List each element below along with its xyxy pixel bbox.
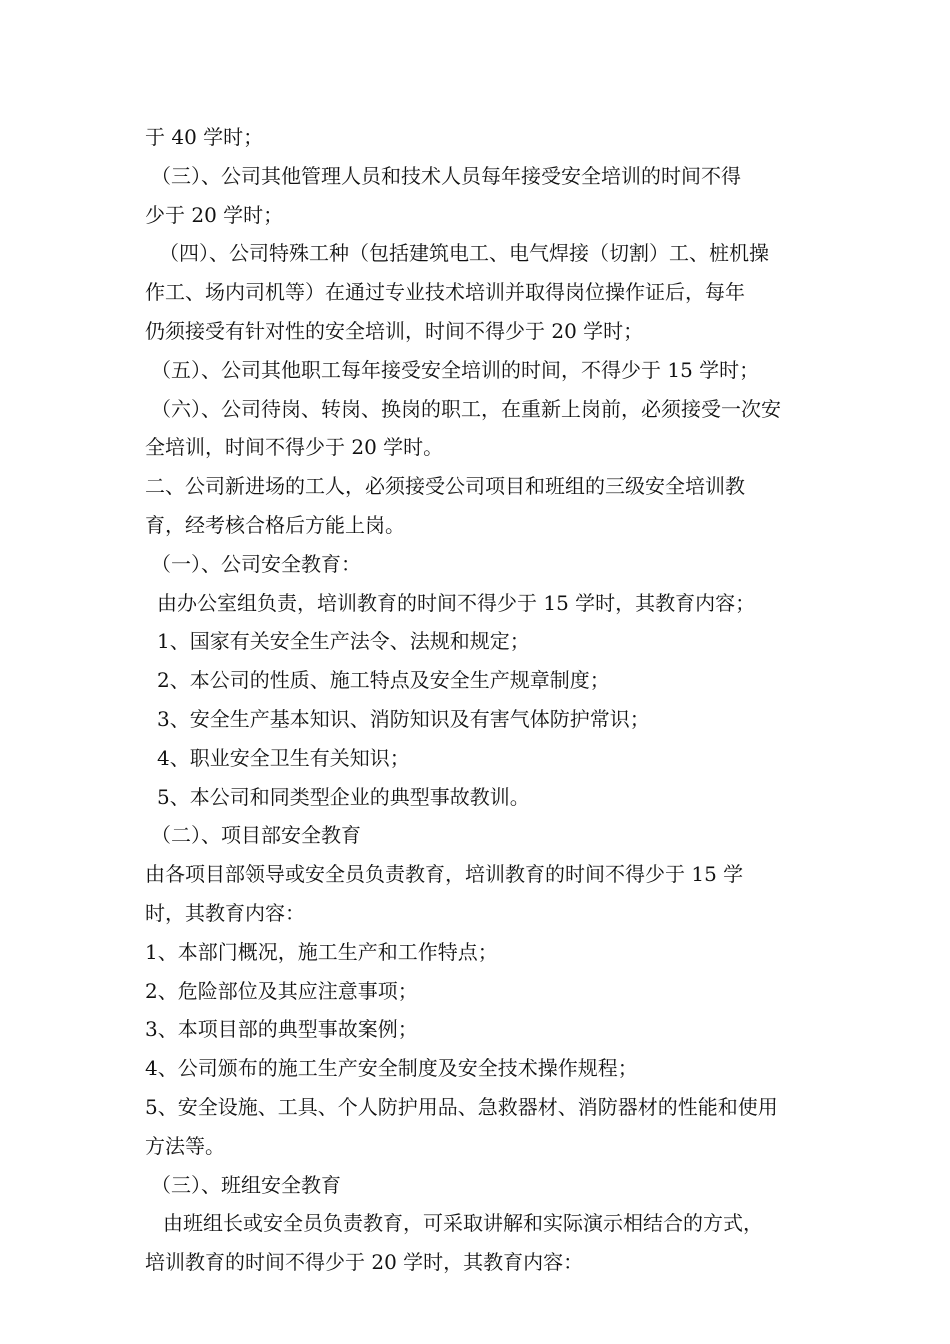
text-line: 1、本部门概况，施工生产和工作特点；: [145, 939, 498, 964]
text-line: （四）、公司特殊工种（包括建筑电工、电气焊接（切割）工、桩机操: [159, 241, 769, 266]
text-line: 培训教育的时间不得少于 20 学时，其教育内容：: [145, 1250, 584, 1275]
text-line: 5、安全设施、工具、个人防护用品、急救器材、消防器材的性能和使用: [145, 1094, 778, 1119]
text-line: 1、国家有关安全生产法令、法规和规定；: [157, 629, 530, 654]
text-line: （三）、公司其他管理人员和技术人员每年接受安全培训的时间不得: [151, 163, 741, 188]
text-line: 少于 20 学时；: [145, 202, 284, 227]
text-line: 5、本公司和同类型企业的典型事故教训。: [157, 784, 530, 809]
text-line: 作工、场内司机等）在通过专业技术培训并取得岗位操作证后，每年: [145, 280, 745, 305]
text-line: 于 40 学时；: [145, 125, 264, 149]
text-line: 由办公室组负责，培训教育的时间不得少于 15 学时，其教育内容；: [157, 590, 756, 615]
text-line: 育，经考核合格后方能上岗。: [145, 512, 405, 537]
text-line: 4、职业安全卫生有关知识；: [157, 745, 410, 770]
text-line: 由各项目部领导或安全员负责教育，培训教育的时间不得少于 15 学: [145, 862, 744, 887]
text-line: 仍须接受有针对性的安全培训，时间不得少于 20 学时；: [145, 318, 644, 343]
text-line: 二、公司新进场的工人，必须接受公司项目和班组的三级安全培训教: [145, 474, 745, 499]
text-line: （六）、公司待岗、转岗、换岗的职工，在重新上岗前，必须接受一次安: [151, 396, 781, 421]
document-body: [145, 118, 825, 1282]
text-line: 2、危险部位及其应注意事项；: [145, 978, 418, 1003]
text-line: 由班组长或安全员负责教育，可采取讲解和实际演示相结合的方式，: [163, 1211, 763, 1236]
text-line: 时，其教育内容：: [145, 900, 305, 925]
text-line: （一）、公司安全教育：: [151, 551, 361, 576]
text-line: 4、公司颁布的施工生产安全制度及安全技术操作规程；: [145, 1056, 638, 1081]
text-line: 方法等。: [145, 1133, 225, 1158]
text-line: （五）、公司其他职工每年接受安全培训的时间，不得少于 15 学时；: [151, 357, 760, 382]
text-line: 3、安全生产基本知识、消防知识及有害气体防护常识；: [157, 706, 650, 731]
text-line: 全培训，时间不得少于 20 学时。: [145, 435, 444, 460]
text-line: 3、本项目部的典型事故案例；: [145, 1017, 418, 1042]
text-line: 2、本公司的性质、施工特点及安全生产规章制度；: [157, 668, 610, 693]
text-line: （二）、项目部安全教育: [151, 823, 361, 848]
text-line: （三）、班组安全教育: [151, 1172, 341, 1197]
